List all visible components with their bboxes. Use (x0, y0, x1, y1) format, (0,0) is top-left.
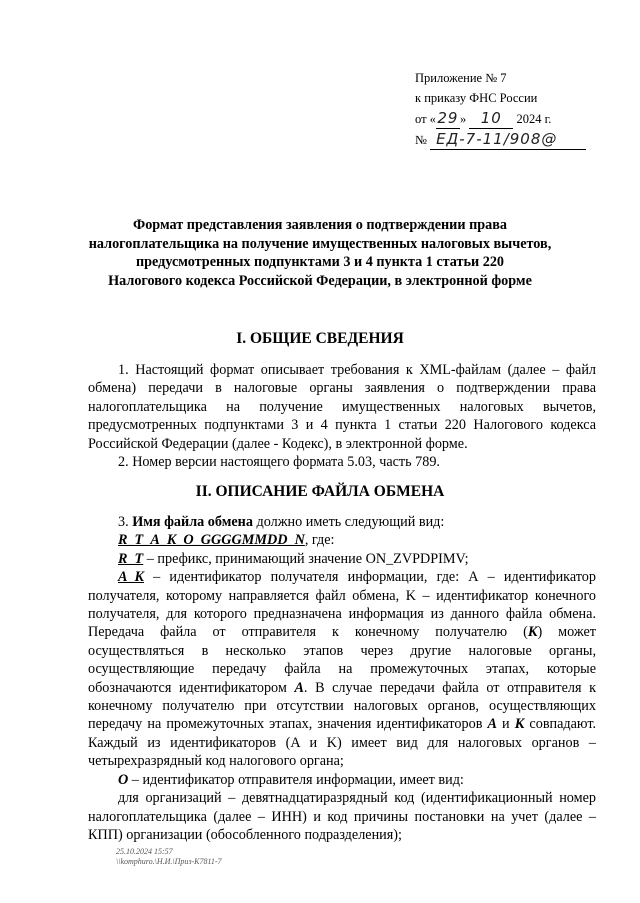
definition-o: О – идентификатор отправителя информации, имеет вид: (118, 771, 464, 788)
definition-organizations: для организаций – девятнадцатиразрядный код (идентификационный номер налогоплательщика (далее – ИНН) и код причины постановки на учет (далее – КПП) организации (обособленного подразделения); (88, 790, 596, 843)
paragraph-2: 2. Номер версии настоящего формата 5.03, часть 789. (118, 454, 440, 471)
paragraph-3: 3. Имя файла обмена должно иметь следующий вид: (118, 514, 445, 530)
order-date: от «29» 10 2024 г. (415, 109, 552, 127)
definition-rt: R_T – префикс, принимающий значение ON_ZVPDPIMV; (118, 550, 469, 567)
appendix-label: Приложение № 7 (415, 71, 507, 85)
approval-header (415, 68, 586, 150)
order-label: к приказу ФНС России (415, 91, 538, 105)
handwritten-day: 29 (437, 109, 459, 127)
definition-ak: A_K – идентификатор получателя информации, где: А – идентификатор получателя, которому направляется файл обмена, K – идентификатор конечного получателя, для которого предназначена информация из данного файла обмена. Передача файла от отправителя к конечному получателю (К) может осуществляться в несколько этапов через другие налоговые органы, осуществляющие передачу файла на промежуточных этапах, которые обозначаются идентификатором А. В случае передачи файла от отправителя к конечному получателю при отсутствии налоговых органов, осуществляющих передачу на промежуточных этапах, значения идентификаторов А и К совпадают. Каждый из идентификаторов (A и K) имеет вид для налоговых органов – четырехразрядный код налогового органа; (88, 569, 597, 770)
file-name-pattern: R_T_A_K_O_GGGGMMDD_N, где: (118, 532, 335, 549)
section-heading-general: I. ОБЩИЕ СВЕДЕНИЯ (236, 330, 404, 347)
order-number: № ЕД-7-11/908@ (415, 129, 586, 150)
section-exchange-body (88, 513, 596, 844)
print-footer: 25.10.2024 15:57 \\komphuro.\Н.И.\Приз-К7811-7 (116, 847, 222, 866)
section-heading-exchange-file: II. ОПИСАНИЕ ФАЙЛА ОБМЕНА (195, 483, 445, 500)
section-general-body (88, 361, 596, 471)
handwritten-number: ЕД-7-11/908@ (430, 129, 586, 150)
handwritten-month: 10 (469, 108, 513, 129)
paragraph-1: 1. Настоящий формат описывает требования к XML-файлам (далее – файл обмена) передачи в налоговые органы заявления о подтверждении права налогоплательщика на получение имущественных налоговых вычетов, предусмотренных подпунктами 3 и 4 пункта 1 статьи 220 Налогового кодекса Российской Федерации (далее - Кодекс), в электронной форме. (88, 362, 596, 452)
document-title: Формат представления заявления о подтверждении права налогоплательщика на получение имущественных налоговых вычетов, предусмотренных подпунктами 3 и 4 пункта 1 статьи 220 Налогового кодекса Российской Федерации, в электронной форме (88, 217, 552, 289)
